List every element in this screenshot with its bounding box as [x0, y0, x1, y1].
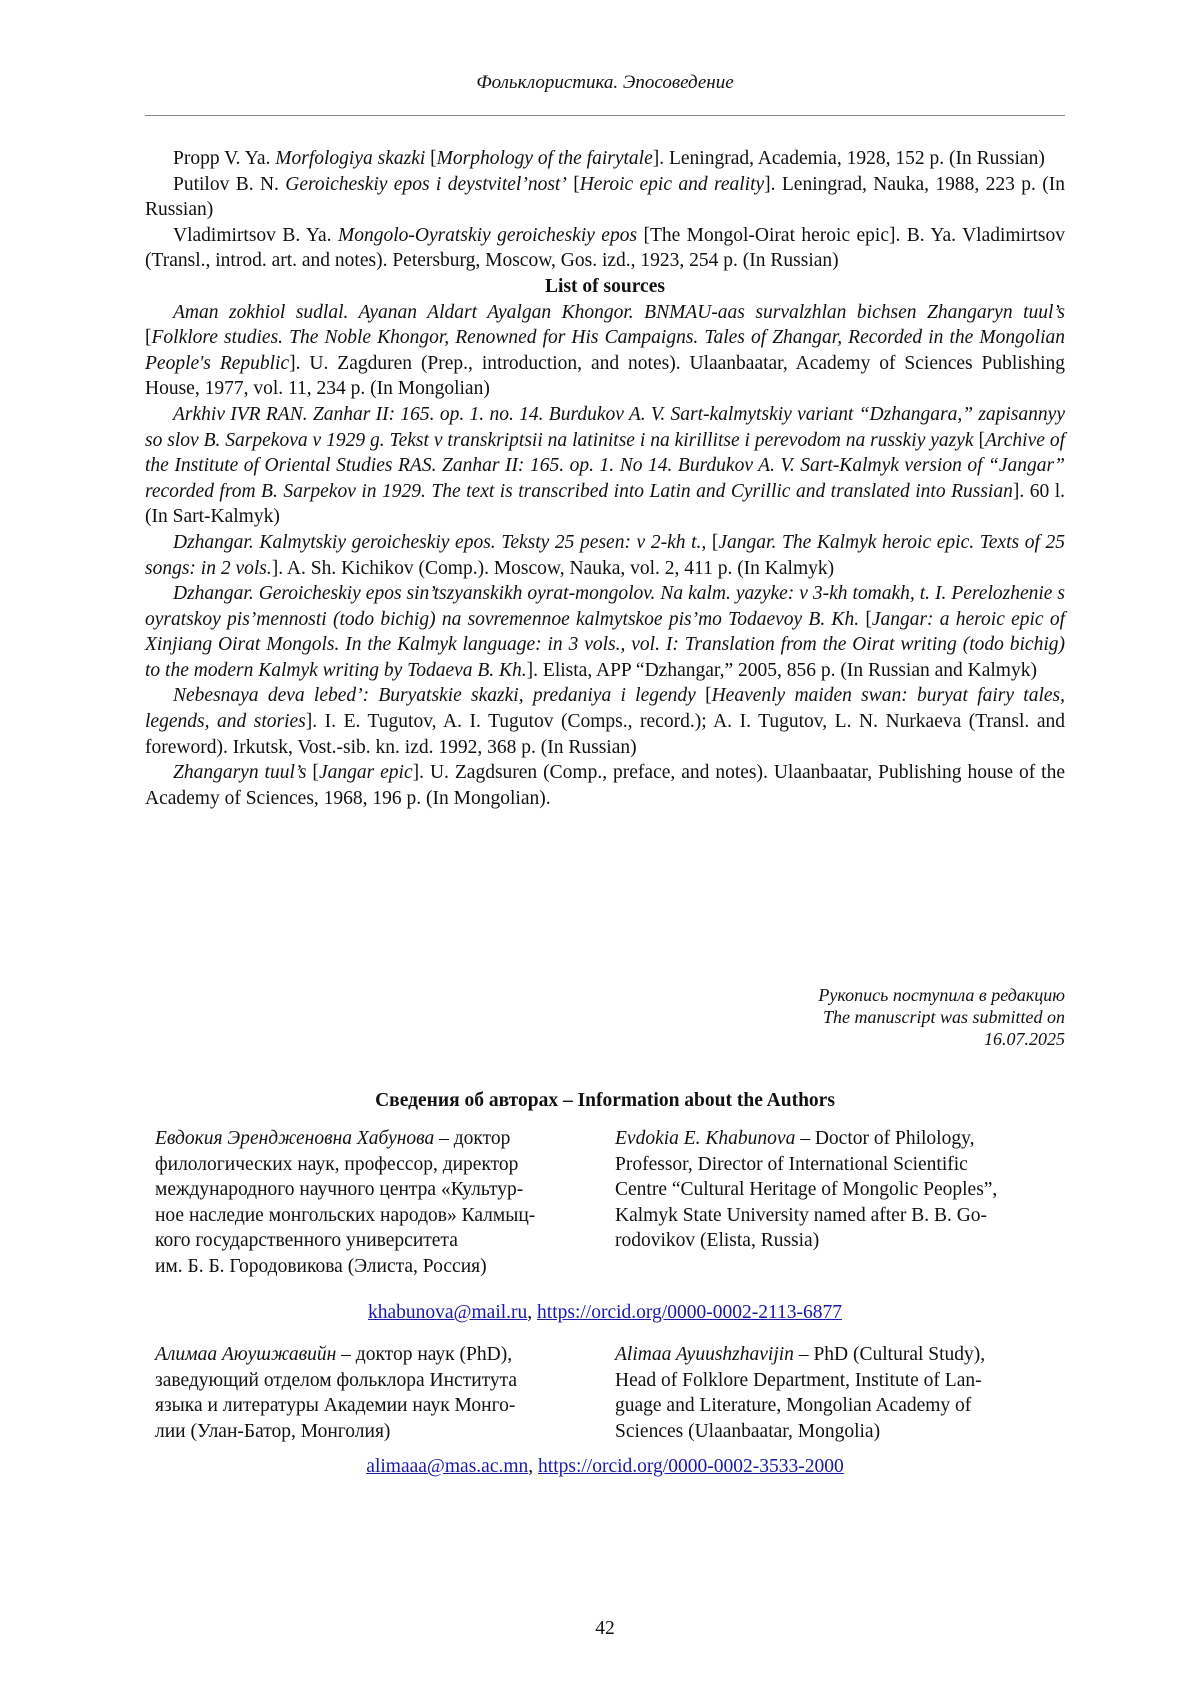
reference-entry: Propp V. Ya. Morfologiya skazki [Morphology of the fairytale]. Leningrad, Academia, 1928, 152 p. (In Russian) — [173, 148, 1045, 169]
received-date: 16.07.2025 — [984, 1029, 1065, 1049]
author-info-ayuushzhavijin — [155, 1342, 1065, 1452]
author-email-link[interactable]: khabunova@mail.ru — [368, 1302, 528, 1323]
source-entry: Arkhiv IVR RAN. Zanhar II: 165. op. 1. no. 14. Burdukov A. V. Sart-kalmytskiy variant “Dzhangara,” zapisannyy so slov B. Sarpekova v 1929 g. Tekst v transkriptsii na latinitse i na kirillitse i perevodom na russkiy yazyk [Archive of the Institute of Oriental Studies RAS. Zanhar II: 165. op. 1. No 14. Burdukov A. V. Sart-Kalmyk version of “Jangar” recorded from B. Sarpekov in 1929. The text is transcribed into Latin and Cyrillic and translated into Russian]. 60 l. (In Sart-Kalmyk) — [145, 403, 1065, 528]
author-description-ru: Алимаа Аюушжавийн – доктор наук (PhD), заведующий отделом фольклора Института языка и литературы Академии наук Монго- лии (Улан-Батор, Монголия) — [155, 1344, 518, 1442]
submission-note — [600, 984, 1065, 1050]
author-orcid-link[interactable]: https://orcid.org/0000-0002-2113-6877 — [537, 1302, 842, 1323]
references-section — [145, 146, 1065, 811]
running-header: Фольклористика. Эпосоведение — [476, 72, 734, 93]
received-ru: Рукопись поступила в редакцию — [818, 985, 1065, 1005]
author-description-en: Evdokia E. Khabunova – Doctor of Philology, Professor, Director of International Scientific Centre “Cultural Heritage of Mongolic Peoples”, Kalmyk State University named after B. B. Go- rodovikov (Elista, Russia) — [615, 1128, 998, 1252]
author-contacts-ayuushzhavijin: alimaaa@mas.ac.mn, https://orcid.org/0000-0002-3533-2000 — [366, 1456, 844, 1477]
author-contacts-khabunova: khabunova@mail.ru, https://orcid.org/0000-0002-2113-6877 — [368, 1302, 842, 1323]
header-divider — [145, 115, 1065, 116]
author-orcid-link[interactable]: https://orcid.org/0000-0002-3533-2000 — [538, 1456, 844, 1477]
source-entry: Nebesnaya deva lebed’: Buryatskie skazki, predaniya i legendy [Heavenly maiden swan: buryat fairy tales, legends, and stories]. I. E. Tugutov, A. I. Tugutov (Comps., record.); A. I. Tugutov, L. N. Nurkaeva (Transl. and foreword). Irkutsk, Vost.-sib. kn. izd. 1992, 368 p. (In Russian) — [145, 685, 1065, 758]
source-entry: Dzhangar. Kalmytskiy geroicheskiy epos. Teksty 25 pesen: v 2-kh t., [Jangar. The Kalmyk heroic epic. Texts of 25 songs: in 2 vols.]. A. Sh. Kichikov (Comp.). Moscow, Nauka, vol. 2, 411 p. (In Kalmyk) — [145, 531, 1066, 579]
reference-entry: Vladimirtsov B. Ya. Mongolo-Oyratskiy geroicheskiy epos [The Mongol-Oirat heroic epic]. B. Ya. Vladimirtsov (Transl., introd. art. and notes). Petersburg, Moscow, Gos. izd., 1923, 254 p. (In Russian) — [145, 224, 1065, 272]
received-en: The manuscript was submitted on — [822, 1007, 1065, 1027]
reference-entry: Putilov B. N. Geroicheskiy epos i deystvitel’nost’ [Heroic epic and reality]. Leningrad, Nauka, 1988, 223 p. (In Russian) — [145, 173, 1065, 221]
source-entry: Zhangaryn tuul’s [Jangar epic]. U. Zagdsuren (Comp., preface, and notes). Ulaanbaatar, Publishing house of the Academy of Sciences, 1968, 196 p. (In Mongolian). — [145, 762, 1065, 809]
source-entry: Dzhangar. Geroicheskiy epos sin’tszyanskikh oyrat-mongolov. Na kalm. yazyke: v 3-kh tomakh, t. I. Perelozhenie s oyratskoy pis’mennosti (todo bichig) na sovremennoe kalmytskoe pis’mo Todaevoy B. Kh. [Jangar: a heroic epic of Xinjiang Oirat Mongols. In the Kalmyk language: in 3 vols., vol. I: Translation from the Oirat writing (todo bichig) to the modern Kalmyk writing by Todaeva B. Kh.]. Elista, APP “Dzhangar,” 2005, 856 p. (In Russian and Kalmyk) — [145, 583, 1065, 681]
author-email-link[interactable]: alimaaa@mas.ac.mn — [366, 1456, 529, 1477]
authors-heading: Сведения об авторах – Information about the Authors — [375, 1090, 835, 1111]
page-number: 42 — [595, 1618, 615, 1639]
author-description-en: Alimaa Ayuushzhavijin – PhD (Cultural Study), Head of Folklore Department, Institute of Lan- guage and Literature, Mongolian Academy of Sciences (Ulaanbaatar, Mongolia) — [615, 1344, 986, 1442]
author-info-khabunova — [155, 1126, 1065, 1286]
sources-heading: List of sources — [545, 275, 665, 297]
source-entry: Aman zokhiol sudlal. Ayanan Aldart Ayalgan Khongor. BNMAU-aas survalzhlan bichsen Zhangaryn tuul’s [Folklore studies. The Noble Khongor, Renowned for His Campaigns. Tales of Zhangar, Recorded in the Mongolian People's Republic]. U. Zagduren (Prep., introduction, and notes). Ulaanbaatar, Academy of Sciences Publishing House, 1977, vol. 11, 234 p. (In Mongolian) — [145, 301, 1065, 400]
author-description-ru: Евдокия Эрендженовна Хабунова – доктор филологических наук, профессор, директор международного научного центра «Культур- ное наследие монгольских народов» Калмыц- кого государственного университета им. Б. Б. Городовикова (Элиста, Россия) — [155, 1128, 536, 1277]
